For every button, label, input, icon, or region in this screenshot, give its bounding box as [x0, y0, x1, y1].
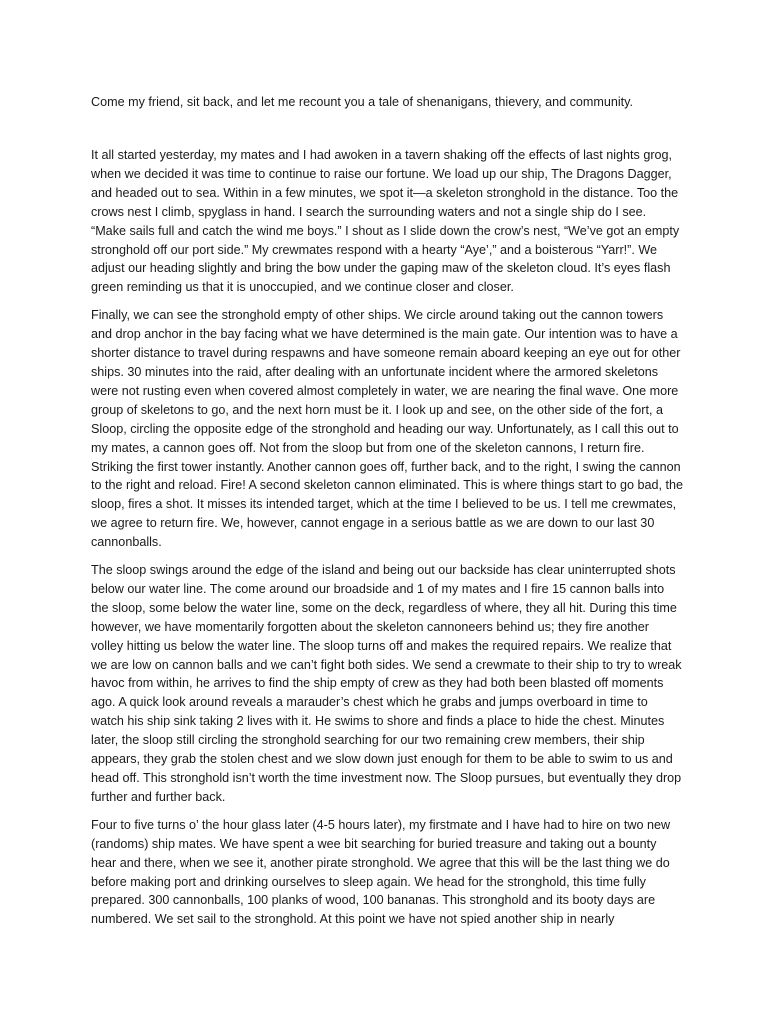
story-paragraph-4: Four to five turns o’ the hour glass later (4-5 hours later), my firstmate and I have had to hire on two new (randoms) ship mates. We have spent a wee bit searching for buried treasure and taking out a bounty hear and there, when we see it, another pirate stronghold. We agree that this will be the last thing we do before making port and drinking ourselves to sleep again. We head for the stronghold, this time fully prepared. 300 cannonballs, 100 planks of wood, 100 bananas. This stronghold and its booty days are numbered. We set sail to the stronghold. At this point we have not spied another ship in nearly — [91, 817, 671, 927]
story-paragraph-1: It all started yesterday, my mates and I had awoken in a tavern shaking off the effects of last nights grog, when we decided it was time to continue to raise our fortune. We load up our ship, The Dragons Dagger, and headed out to sea. Within in a few minutes, we spot it—a skeleton stronghold in the distance. Too the crows nest I climb, spyglass in hand. I search the surrounding waters and not a single ship do I see. “Make sails full and catch the wind me boys.” I shout as I slide down the crow’s nest, “We’ve got an empty stronghold off our port side.” My crewmates respond with a hearty “Aye’,” and a boisterous “Yarr!”. We adjust our heading slightly and bring the bow under the gaping maw of the skeleton cloud. It’s eyes flash green reminding us that it is unoccupied, and we continue closer and closer. — [91, 148, 680, 295]
story-paragraph-3: The sloop swings around the edge of the island and being out our backside has clear uninterrupted shots below our water line. The come around our broadside and 1 of my mates and I fire 15 cannon balls into the sloop, some below the water line, some on the deck, regardless of where, they all hit. During this time however, we have momentarily forgotten about the skeleton cannoneers behind us; they fire another volley hitting us below the water line. The sloop turns off and makes the required repairs. We realize that we are low on cannon balls and we can’t fight both sides. We send a crewmate to their ship to try to wreak havoc from within, he arrives to find the ship empty of crew as they had both been blasted off moments ago. A quick look around reveals a marauder’s chest which he grabs and jumps overboard in time to watch his ship sink taking 2 lives with it. He swims to shore and finds a place to hide the chest. Minutes later, the sloop still circling the stronghold searching for our two remaining crew members, their ship appears, they grab the stolen chest and we slow down just enough for them to be able to swim to us and head off. This stronghold isn’t worth the time investment now. The Sloop pursues, but eventually they drop further and further back. — [91, 563, 682, 804]
intro-paragraph: Come my friend, sit back, and let me recount you a tale of shenanigans, thievery, and community. — [91, 95, 634, 109]
story-paragraph-2: Finally, we can see the stronghold empty of other ships. We circle around taking out the cannon towers and drop anchor in the bay facing what we have determined is the main gate. Our intention was to have a shorter distance to travel during respawns and have someone remain aboard keeping an eye out for other ships. 30 minutes into the raid, after dealing with an unfortunate incident where the armored skeletons were not rusting even when covered almost completely in water, we are nearing the final wave. One more group of skeletons to go, and the next horn must be it. I look up and see, on the other side of the fort, a Sloop, circling the opposite edge of the stronghold and heading our way. Unfortunately, as I call this out to my mates, a cannon goes off. Not from the sloop but from one of the skeleton cannons, I return fire. Striking the first tower instantly. Another cannon goes off, further back, and to the right, I swing the cannon to the right and reload. Fire! A second skeleton cannon eliminated. This is where things start to go bad, the sloop, fires a shot. It misses its intended target, which at the time I believed to be us. I tell me crewmates, we agree to return fire. We, however, cannot engage in a serious battle as we are down to our last 30 cannonballs. — [91, 308, 684, 550]
